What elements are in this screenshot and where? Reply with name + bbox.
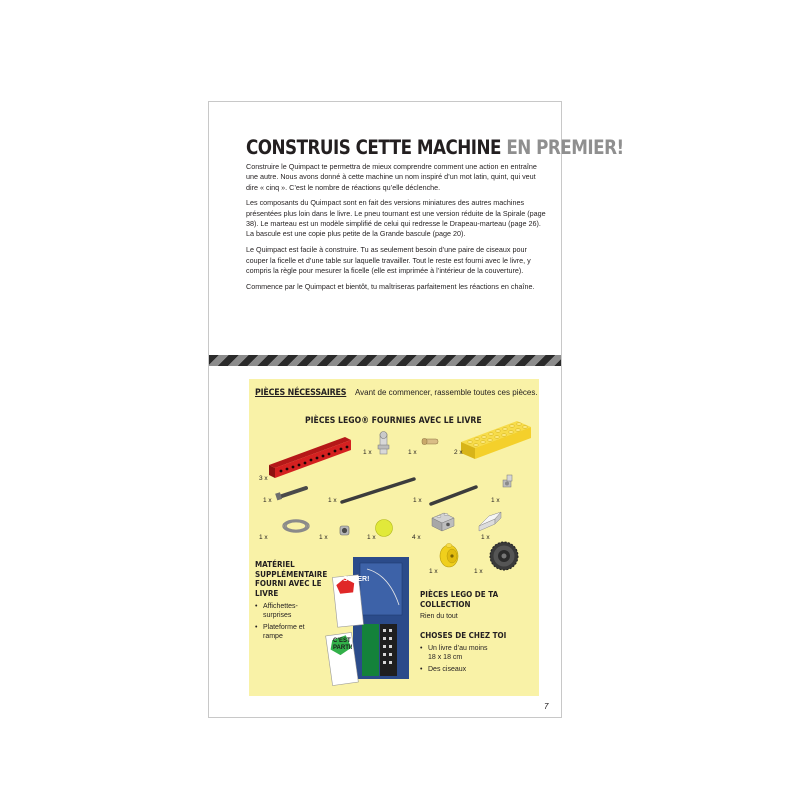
long-axle-illustration bbox=[342, 479, 414, 502]
quantity-label: 1 x bbox=[259, 534, 268, 541]
page-number: 7 bbox=[544, 702, 549, 711]
quantity-label: 3 x bbox=[259, 475, 268, 482]
connector-illustration bbox=[378, 432, 389, 455]
quantity-label: 1 x bbox=[328, 497, 337, 504]
short-axle-illustration bbox=[275, 488, 306, 500]
quantity-label: 1 x bbox=[413, 497, 422, 504]
gray-brick-illustration bbox=[432, 513, 454, 531]
quantity-label: 1 x bbox=[491, 497, 500, 504]
quantity-label: 4 x bbox=[412, 534, 421, 541]
quantity-label: 1 x bbox=[429, 568, 438, 575]
quantity-label: 1 x bbox=[474, 568, 483, 575]
paragraph: Le Quimpact est facile à construire. Tu as seulement besoin d’une paire de ciseaux pour couper la ficelle et d’une table sur laquelle travailler. Tout le reste est fourni avec le livre, y compris la règle pour mesurer la ficelle (elle est imprimée à l’intérieur de la couverture). bbox=[246, 245, 531, 275]
paragraph: Construire le Quimpact te permettra de mieux comprendre comment une action en entraîne une autre. Nous avons donné à cette machine un nom inspiré d’un mot latin, quint, qui veut dire « cinq ». C’est le nombre de réactions qu’elle déclenche. bbox=[246, 162, 537, 192]
list-item: • Des ciseaux bbox=[420, 665, 496, 674]
yellow-brick-illustration bbox=[461, 421, 531, 459]
book-page bbox=[208, 101, 624, 718]
collection-note: Rien du tout bbox=[420, 613, 458, 620]
home-items-list bbox=[420, 644, 496, 677]
page-title bbox=[246, 136, 624, 159]
lego-parts-heading: PIÈCES LEGO® FOURNIES AVEC LE LIVRE bbox=[305, 416, 482, 426]
title-accent: EN PREMIER! bbox=[506, 136, 624, 159]
extra-materials-heading: MATÉRIEL SUPPLÉMENTAIRE FOURNI AVEC LE LIVRE bbox=[255, 560, 328, 598]
quantity-label: 1 x bbox=[408, 449, 417, 456]
tyre-illustration bbox=[490, 542, 518, 570]
parts-panel bbox=[249, 379, 539, 696]
list-item: • Plateforme et rampe bbox=[255, 623, 325, 641]
tan-pin-illustration bbox=[422, 439, 438, 445]
quantity-label: 1 x bbox=[367, 534, 376, 541]
list-item: • Affichettes-surprises bbox=[255, 602, 325, 620]
axle-illustration bbox=[431, 487, 476, 504]
parts-header-text: Avant de commencer, rassemble toutes ces pièces. bbox=[354, 388, 538, 397]
card-label-cest-parti: C’EST PARTI! bbox=[333, 638, 353, 651]
paragraph: Les composants du Quimpact sont en fait des versions miniatures des autres machines présentées plus loin dans le livre. Le pneu tournant est une version réduite de la Spirale (page 38). Le marteau est un modèle simplifié de celui qui redresse le Drapeau-marteau (page 26). La bascule est une copie plus petite de la Grande bascule (page 20). bbox=[246, 198, 546, 239]
intro-text bbox=[246, 162, 546, 298]
red-beam-illustration bbox=[269, 437, 351, 478]
extra-materials-list bbox=[255, 602, 325, 644]
slope-illustration bbox=[479, 512, 501, 531]
quantity-label: 1 x bbox=[481, 534, 490, 541]
quantity-label: 1 x bbox=[363, 449, 372, 456]
home-items-heading: CHOSES DE CHEZ TOI bbox=[420, 631, 507, 640]
parts-header-label: PIÈCES NÉCESSAIRES bbox=[255, 388, 347, 398]
paragraph: Commence par le Quimpact et bientôt, tu maîtriseras parfaitement les réactions en chaîne. bbox=[246, 281, 535, 291]
ball-illustration bbox=[376, 520, 393, 537]
string-illustration bbox=[283, 520, 309, 532]
wheel-illustration bbox=[440, 544, 458, 568]
card-label-super: SUPER! bbox=[343, 576, 370, 583]
collection-heading: PIÈCES LEGO DE TA COLLECTION bbox=[420, 590, 499, 609]
quantity-label: 2 x bbox=[454, 449, 463, 456]
angle-connector-illustration bbox=[503, 475, 512, 487]
quantity-label: 1 x bbox=[263, 497, 272, 504]
quantity-label: 1 x bbox=[319, 534, 328, 541]
hazard-stripe-divider bbox=[209, 355, 561, 366]
bush-illustration bbox=[340, 526, 349, 535]
title-main: CONSTRUIS CETTE MACHINE bbox=[246, 136, 502, 159]
list-item: • Un livre d’au moins 18 x 18 cm bbox=[420, 644, 496, 662]
